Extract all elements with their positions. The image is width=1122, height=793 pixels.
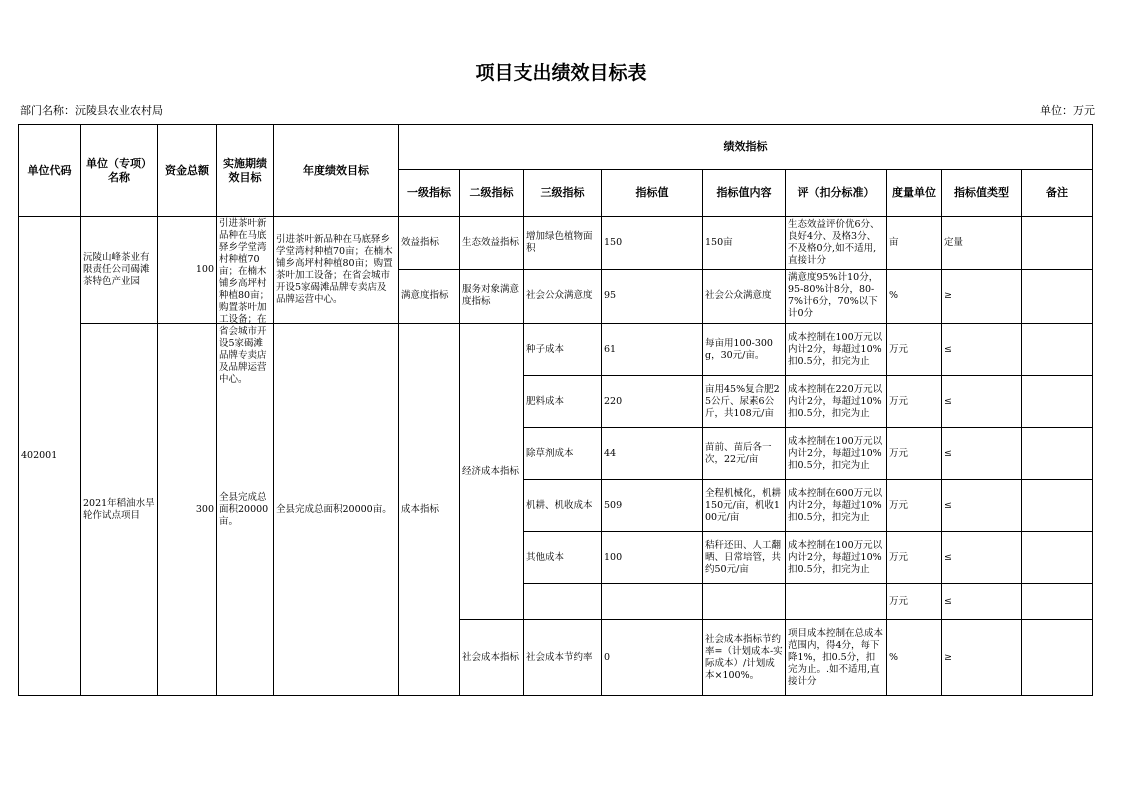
header-level1: 一级指标	[399, 170, 460, 217]
level2-cell: 服务对象满意度指标	[460, 269, 524, 323]
project-name-cell: 2021年稻油水旱轮作试点项目	[81, 324, 158, 696]
note-cell	[1022, 620, 1093, 696]
level3-cell: 增加绿色植物面积	[524, 217, 602, 270]
value-type-cell: ≤	[942, 584, 1022, 620]
level3-cell: 社会成本节约率	[524, 620, 602, 696]
period-target-text: 引进茶叶新品种在马底驿乡学堂湾村种植70亩；在楠木铺乡高坪村种植80亩；购置茶叶加工设备；在省会城市开设5家碣滩品牌专卖店及品牌运营中心。	[219, 218, 270, 385]
value-content-cell: 全程机械化，机耕150元/亩，机收100元/亩	[703, 480, 786, 532]
scoring-text: 满意度95%计10分，95-80%计8分，80-7%计6分，70%以下计0分	[788, 272, 879, 320]
level2-cell: 经济成本指标	[460, 324, 524, 620]
scoring-cell: 项目成本控制在总成本范围内，得4分，每下降1%，扣0.5分，扣完为止。.如不适用,直接计分	[786, 620, 887, 696]
scoring-cell	[786, 269, 887, 323]
level2-cell: 生态效益指标	[460, 217, 524, 270]
header-level2: 二级指标	[460, 170, 524, 217]
value-cell: 95	[602, 269, 703, 323]
level1-cell: 成本指标	[399, 324, 460, 696]
scoring-text: 成本控制在600万元以内计2分，每超过10%扣0.5分，扣完为止	[788, 487, 883, 523]
value-content-cell	[703, 584, 786, 620]
value-cell	[602, 584, 703, 620]
header-annual-target: 年度绩效目标	[274, 125, 399, 217]
scoring-cell	[786, 376, 887, 428]
annual-target-text: 引进茶叶新品种在马底驿乡学堂湾村种植70亩；在楠木铺乡高坪村种植80亩；购置茶叶加工设备；在省会城市开设5家碣滩品牌专卖店及品牌运营中心。	[276, 234, 393, 305]
measure-unit-cell: %	[887, 269, 942, 323]
value-content-cell: 苗前、苗后各一次，22元/亩	[703, 428, 786, 480]
measure-unit-cell: %	[887, 620, 942, 696]
value-type-cell: ≥	[942, 620, 1022, 696]
header-unit-name: 单位（专项）名称	[81, 125, 158, 217]
scoring-cell	[786, 324, 887, 376]
value-content-text: 亩用45%复合肥25公斤、尿素6公斤，共108元/亩	[705, 383, 780, 419]
header-value: 指标值	[602, 170, 703, 217]
value-content-text: 秸秆还田、人工翻晒、日常培管，共约50元/亩	[705, 539, 782, 575]
level3-cell: 社会公众满意度	[524, 269, 602, 323]
measure-unit-cell: 万元	[887, 324, 942, 376]
value-type-cell: ≤	[942, 324, 1022, 376]
performance-target-table	[18, 124, 1093, 696]
measure-unit-cell: 万元	[887, 480, 942, 532]
header-note: 备注	[1022, 170, 1093, 217]
project-name-cell: 沅陵山峰茶业有限责任公司碣滩茶特色产业园	[81, 217, 158, 324]
value-content-cell	[703, 376, 786, 428]
note-cell	[1022, 269, 1093, 323]
scoring-cell	[786, 480, 887, 532]
scoring-cell	[786, 428, 887, 480]
value-cell: 220	[602, 376, 703, 428]
value-content-cell: 社会成本指标节约率=（计划成本-实际成本）/计划成本×100%。	[703, 620, 786, 696]
value-type-cell: 定量	[942, 217, 1022, 270]
value-type-cell: ≤	[942, 532, 1022, 584]
header-unit-code: 单位代码	[19, 125, 81, 217]
note-cell	[1022, 532, 1093, 584]
note-cell	[1022, 428, 1093, 480]
value-type-cell: ≤	[942, 480, 1022, 532]
scoring-cell	[786, 584, 887, 620]
level3-cell: 肥料成本	[524, 376, 602, 428]
page-title: 项目支出绩效目标表	[475, 62, 647, 84]
level1-cell: 效益指标	[399, 217, 460, 270]
note-cell	[1022, 217, 1093, 270]
scoring-text: 成本控制在220万元以内计2分，每超过10%扣0.5分，扣完为止	[788, 383, 883, 419]
department-label: 部门名称：沅陵县农业农村局	[20, 104, 163, 117]
value-content-cell	[703, 532, 786, 584]
project-funds-cell: 300	[158, 324, 217, 696]
measure-unit-cell: 万元	[887, 428, 942, 480]
value-cell: 61	[602, 324, 703, 376]
level3-cell: 其他成本	[524, 532, 602, 584]
unit-label: 单位：万元	[1040, 104, 1095, 117]
note-cell	[1022, 584, 1093, 620]
measure-unit-cell: 亩	[887, 217, 942, 270]
annual-target-cell	[274, 217, 399, 324]
scoring-cell	[786, 217, 887, 270]
scoring-text: 生态效益评价优6分、良好4分、及格3分、不及格0分,如不适用,直接计分	[788, 218, 880, 266]
value-cell: 509	[602, 480, 703, 532]
measure-unit-cell: 万元	[887, 376, 942, 428]
project-funds-cell: 100	[158, 217, 217, 324]
header-value-content: 指标值内容	[703, 170, 786, 217]
scoring-text: 成本控制在100万元以内计2分，每超过10%扣0.5分，扣完为止	[788, 331, 883, 367]
value-type-cell: ≤	[942, 376, 1022, 428]
level1-cell: 满意度指标	[399, 269, 460, 323]
level3-cell: 机耕、机收成本	[524, 480, 602, 532]
header-indicators: 绩效指标	[399, 125, 1093, 170]
header-level3: 三级指标	[524, 170, 602, 217]
value-content-cell: 每亩用100-300g，30元/亩。	[703, 324, 786, 376]
value-cell: 100	[602, 532, 703, 584]
scoring-text: 成本控制在100万元以内计2分，每超过10%扣0.5分，扣完为止	[788, 539, 883, 575]
note-cell	[1022, 480, 1093, 532]
level3-cell: 种子成本	[524, 324, 602, 376]
header-period-target: 实施期绩效目标	[217, 125, 274, 217]
measure-unit-cell: 万元	[887, 584, 942, 620]
annual-target-cell: 全县完成总面积20000亩。	[274, 324, 399, 696]
header-total-funds: 资金总额	[158, 125, 217, 217]
level2-cell: 社会成本指标	[460, 620, 524, 696]
header-measure-unit: 度量单位	[887, 170, 942, 217]
value-type-cell: ≥	[942, 269, 1022, 323]
scoring-text: 成本控制在100万元以内计2分，每超过10%扣0.5分，扣完为止	[788, 435, 883, 471]
value-cell: 0	[602, 620, 703, 696]
table-row	[19, 324, 1093, 376]
header-value-type: 指标值类型	[942, 170, 1022, 217]
table-row	[19, 217, 1093, 270]
scoring-cell	[786, 532, 887, 584]
period-target-cell	[217, 217, 274, 385]
note-cell	[1022, 324, 1093, 376]
value-type-cell: ≤	[942, 428, 1022, 480]
period-target-cell: 全县完成总面积20000亩。	[217, 324, 274, 696]
level3-cell: 除草剂成本	[524, 428, 602, 480]
measure-unit-cell: 万元	[887, 532, 942, 584]
header-scoring: 评（扣分标准）	[786, 170, 887, 217]
value-content-cell: 150亩	[703, 217, 786, 270]
value-cell: 44	[602, 428, 703, 480]
note-cell	[1022, 376, 1093, 428]
unit-code-cell: 402001	[19, 217, 81, 696]
value-cell: 150	[602, 217, 703, 270]
value-content-cell: 社会公众满意度	[703, 269, 786, 323]
level3-cell	[524, 584, 602, 620]
